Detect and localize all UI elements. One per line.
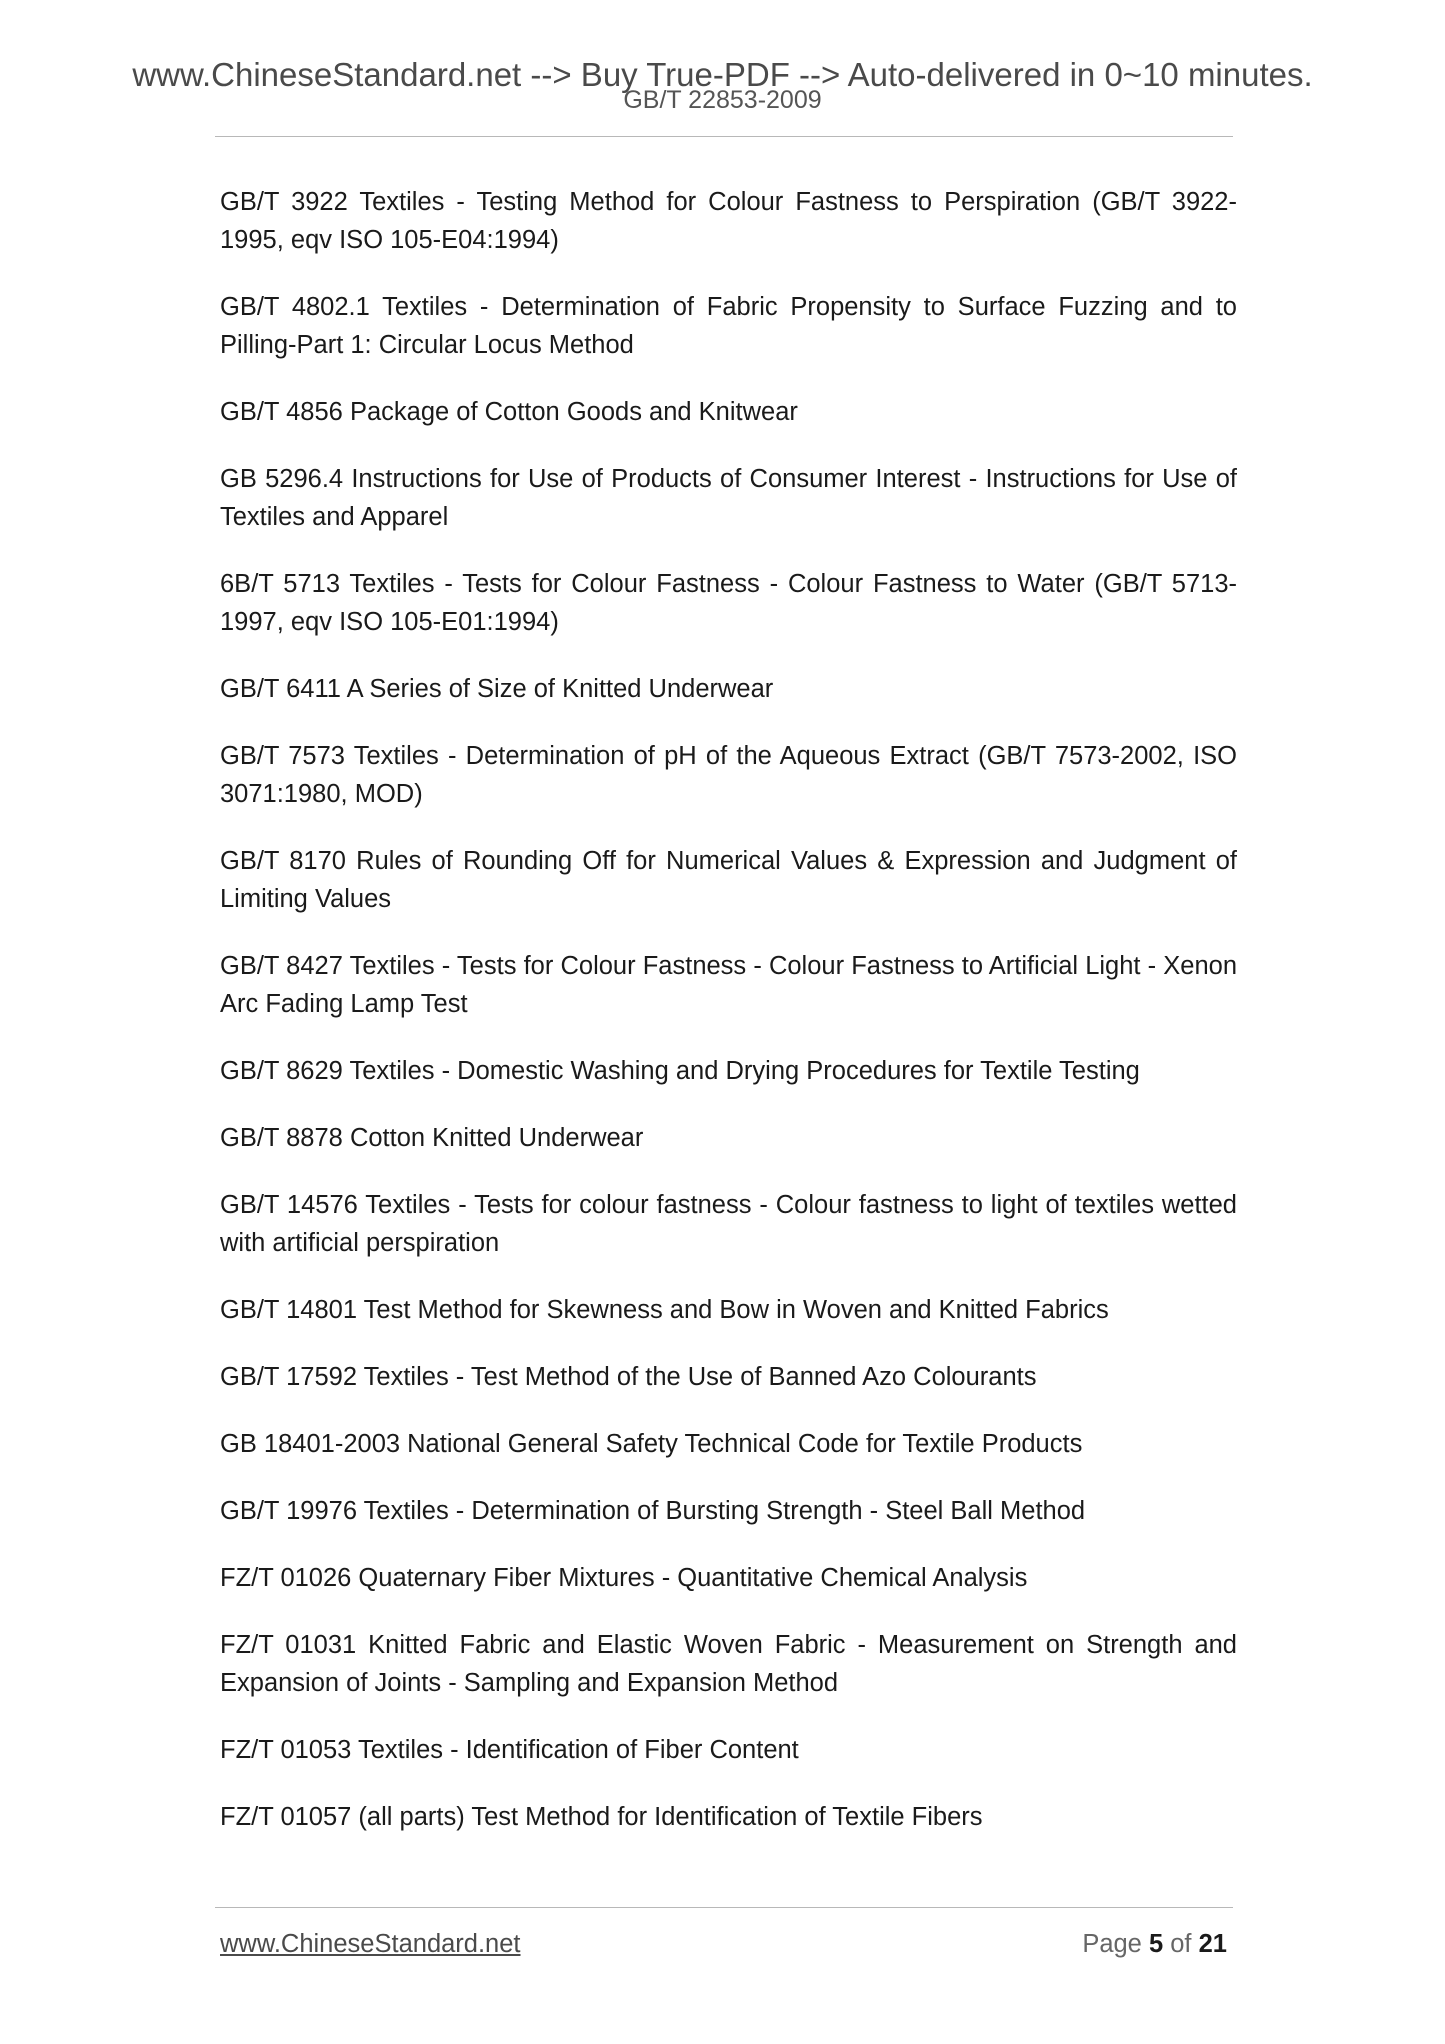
footer-divider xyxy=(215,1907,1233,1908)
reference-item: FZ/T 01031 Knitted Fabric and Elastic Woven Fabric - Measurement on Strength and Expansion of Joints - Sampling and Expansion Method xyxy=(220,1631,1237,1697)
page-indicator xyxy=(1082,1929,1227,1960)
page-prefix: Page xyxy=(1082,1930,1142,1958)
reference-item: GB/T 8878 Cotton Knitted Underwear xyxy=(220,1124,644,1152)
reference-item: GB/T 6411 A Series of Size of Knitted Underwear xyxy=(220,675,774,703)
site-banner: www.ChineseStandard.net --> Buy True-PDF --> Auto-delivered in 0~10 minutes. xyxy=(132,56,1313,93)
reference-item: GB/T 8427 Textiles - Tests for Colour Fastness - Colour Fastness to Artificial Light - Xenon Arc Fading Lamp Test xyxy=(220,952,1237,1018)
reference-item: GB/T 14801 Test Method for Skewness and Bow in Woven and Knitted Fabrics xyxy=(220,1296,1109,1324)
reference-item: FZ/T 01057 (all parts) Test Method for Identification of Textile Fibers xyxy=(220,1803,983,1831)
header-divider xyxy=(215,136,1233,137)
reference-item: FZ/T 01053 Textiles - Identification of Fiber Content xyxy=(220,1736,799,1764)
reference-item: GB/T 17592 Textiles - Test Method of the Use of Banned Azo Colourants xyxy=(220,1363,1037,1391)
page-of: of xyxy=(1170,1930,1192,1958)
reference-item: GB/T 4856 Package of Cotton Goods and Knitwear xyxy=(220,398,798,426)
reference-item: 6B/T 5713 Textiles - Tests for Colour Fastness - Colour Fastness to Water (GB/T 5713-1997, eqv ISO 105-E01:1994) xyxy=(220,570,1237,636)
reference-item: GB 18401-2003 National General Safety Technical Code for Textile Products xyxy=(220,1430,1083,1458)
reference-item: GB/T 8629 Textiles - Domestic Washing and Drying Procedures for Textile Testing xyxy=(220,1057,1140,1085)
reference-item: GB 5296.4 Instructions for Use of Products of Consumer Interest - Instructions for Use of Textiles and Apparel xyxy=(220,465,1237,531)
page-current: 5 xyxy=(1148,1930,1164,1958)
reference-item: FZ/T 01026 Quaternary Fiber Mixtures - Quantitative Chemical Analysis xyxy=(220,1564,1028,1592)
reference-item: GB/T 3922 Textiles - Testing Method for Colour Fastness to Perspiration (GB/T 3922-1995, eqv ISO 105-E04:1994) xyxy=(220,188,1237,254)
reference-item: GB/T 4802.1 Textiles - Determination of Fabric Propensity to Surface Fuzzing and to Pilling-Part 1: Circular Locus Method xyxy=(220,293,1237,359)
reference-item: GB/T 14576 Textiles - Tests for colour fastness - Colour fastness to light of textiles wetted with artificial perspiration xyxy=(220,1191,1237,1257)
normative-references-list xyxy=(220,183,1237,1865)
footer-site-link[interactable]: www.ChineseStandard.net xyxy=(220,1930,521,1958)
reference-item: GB/T 7573 Textiles - Determination of pH of the Aqueous Extract (GB/T 7573-2002, ISO 3071:1980, MOD) xyxy=(220,742,1237,808)
reference-item: GB/T 19976 Textiles - Determination of Bursting Strength - Steel Ball Method xyxy=(220,1497,1086,1525)
reference-item: GB/T 8170 Rules of Rounding Off for Numerical Values & Expression and Judgment of Limiting Values xyxy=(220,847,1237,913)
document-code: GB/T 22853-2009 xyxy=(623,86,822,114)
page-total: 21 xyxy=(1198,1930,1227,1958)
